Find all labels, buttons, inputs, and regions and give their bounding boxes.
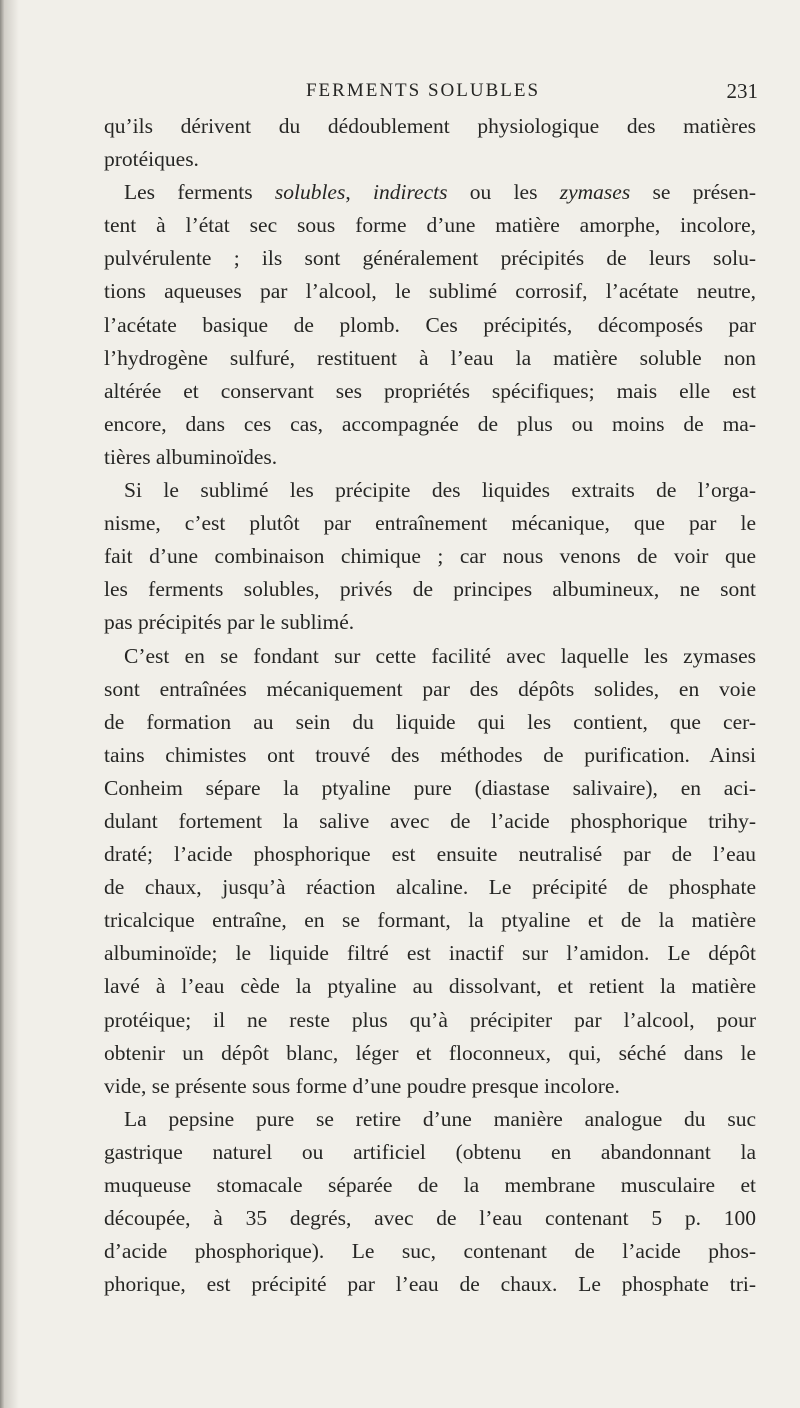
- text-run: lavé à l’eau cède la ptyaline au dissolvant, et retient la matière: [104, 974, 756, 999]
- text-line: [104, 805, 756, 838]
- text-line: [104, 1136, 756, 1169]
- text-run: draté; l’acide phosphorique est ensuite neutralisé par de l’eau: [104, 842, 756, 867]
- text-line: [104, 937, 756, 970]
- text-line: [104, 573, 756, 606]
- text-run: muqueuse stomacale séparée de la membrane musculaire et: [104, 1173, 756, 1197]
- text-line: [104, 739, 756, 772]
- text-line: [104, 540, 756, 573]
- text-run: phorique, est précipité par l’eau de chaux. Le phosphate tri-: [104, 1272, 756, 1297]
- text-line: [104, 275, 756, 308]
- text-run: ,: [345, 180, 374, 205]
- text-run: protéique; il ne reste plus qu’à précipiter par l’alcool, pour: [104, 1007, 756, 1032]
- text-run: fait d’une combinaison chimique ; car nous venons de voir que: [104, 544, 756, 569]
- text-run: tières albuminoïdes.: [104, 444, 278, 469]
- text-run: protéiques.: [104, 147, 199, 172]
- text-line: [104, 408, 756, 441]
- text-run: obtenir un dépôt blanc, léger et floconneux, qui, séché dans le: [104, 1040, 756, 1065]
- text-line: [104, 441, 756, 474]
- text-line: [104, 242, 756, 275]
- text-line: [104, 474, 756, 507]
- italic-term: zymases: [559, 180, 631, 205]
- text-run: C’est en se fondant sur cette facilité avec laquelle les zymases: [124, 643, 756, 668]
- text-run: l’hydrogène sulfuré, restituent à l’eau la matière soluble non: [104, 345, 756, 370]
- text-line: [104, 176, 756, 209]
- text-run: ou les: [447, 180, 560, 205]
- text-run: de chaux, jusqu’à réaction alcaline. Le précipité de phosphate: [104, 875, 756, 900]
- text-run: les ferments solubles, privés de principes albumineux, ne sont: [104, 577, 756, 602]
- text-line: [104, 1202, 756, 1235]
- text-run: Les ferments: [124, 180, 275, 205]
- text-run: Conheim sépare la ptyaline pure (diastase salivaire), en aci-: [104, 775, 756, 800]
- text-run: vide, se présente sous forme d’une poudre presque incolore.: [104, 1073, 620, 1098]
- text-run: nisme, c’est plutôt par entraînement mécanique, que par le: [104, 511, 756, 536]
- text-line: [104, 706, 756, 739]
- text-line: [104, 209, 756, 242]
- body-text: [104, 110, 756, 1301]
- text-line: [104, 606, 756, 639]
- running-title: FERMENTS SOLUBLES: [305, 80, 541, 101]
- text-run: découpée, à 35 degrés, avec de l’eau contenant 5 p. 100: [104, 1206, 756, 1231]
- text-line: [104, 342, 756, 375]
- text-run: gastrique naturel ou artificiel (obtenu en abandonnant la: [104, 1139, 756, 1164]
- text-line: [104, 1235, 756, 1268]
- text-run: encore, dans ces cas, accompagnée de plus ou moins de ma-: [104, 411, 756, 436]
- text-line: [104, 1268, 756, 1301]
- text-run: Si le sublimé les précipite des liquides extraits de l’orga-: [124, 478, 756, 503]
- text-run: sont entraînées mécaniquement par des dépôts solides, en voie: [104, 676, 756, 701]
- text-run: tions aqueuses par l’alcool, le sublimé corrosif, l’acétate neutre,: [104, 279, 756, 304]
- text-run: tricalcique entraîne, en se formant, la ptyaline et de la matière: [104, 908, 756, 933]
- text-run: d’acide phosphorique). Le suc, contenant de l’acide phos-: [104, 1239, 756, 1264]
- text-line: [104, 640, 756, 673]
- text-line: [104, 871, 756, 904]
- page-gutter-shadow: [5, 0, 19, 1408]
- text-line: [104, 309, 756, 342]
- text-line: [104, 673, 756, 706]
- text-run: altérée et conservant ses propriétés spécifiques; mais elle est: [104, 378, 756, 403]
- text-run: pas précipités par le sublimé.: [104, 610, 355, 635]
- text-line: [104, 375, 756, 408]
- text-run: dulant fortement la salive avec de l’acide phosphorique trihy-: [104, 808, 756, 833]
- text-run: l’acétate basique de plomb. Ces précipités, décomposés par: [104, 312, 756, 337]
- text-line: [104, 1070, 756, 1103]
- text-line: [104, 1004, 756, 1037]
- text-line: [104, 143, 756, 176]
- text-line: [104, 772, 756, 805]
- text-line: [104, 1169, 756, 1202]
- text-run: albuminoïde; le liquide filtré est inactif sur l’amidon. Le dépôt: [104, 941, 756, 966]
- text-run: tent à l’état sec sous forme d’une matière amorphe, incolore,: [104, 213, 756, 238]
- text-run: pulvérulente ; ils sont généralement précipités de leurs solu-: [104, 246, 756, 271]
- text-line: [104, 838, 756, 871]
- text-run: de formation au sein du liquide qui les contient, que cer-: [104, 709, 756, 734]
- text-run: La pepsine pure se retire d’une manière analogue du suc: [124, 1106, 756, 1131]
- italic-term: indirects: [373, 180, 448, 205]
- italic-term: solubles: [274, 180, 346, 205]
- text-run: se présen-: [630, 180, 756, 205]
- text-line: [104, 904, 756, 937]
- text-line: [104, 507, 756, 540]
- text-line: [104, 110, 756, 143]
- text-run: qu’ils dérivent du dédoublement physiologique des matières: [104, 114, 756, 138]
- text-line: [104, 1103, 756, 1136]
- text-line: [104, 1037, 756, 1070]
- text-line: [104, 970, 756, 1003]
- text-run: tains chimistes ont trouvé des méthodes de purification. Ainsi: [104, 742, 756, 767]
- running-head: [88, 76, 758, 106]
- page-number: 231: [726, 79, 758, 103]
